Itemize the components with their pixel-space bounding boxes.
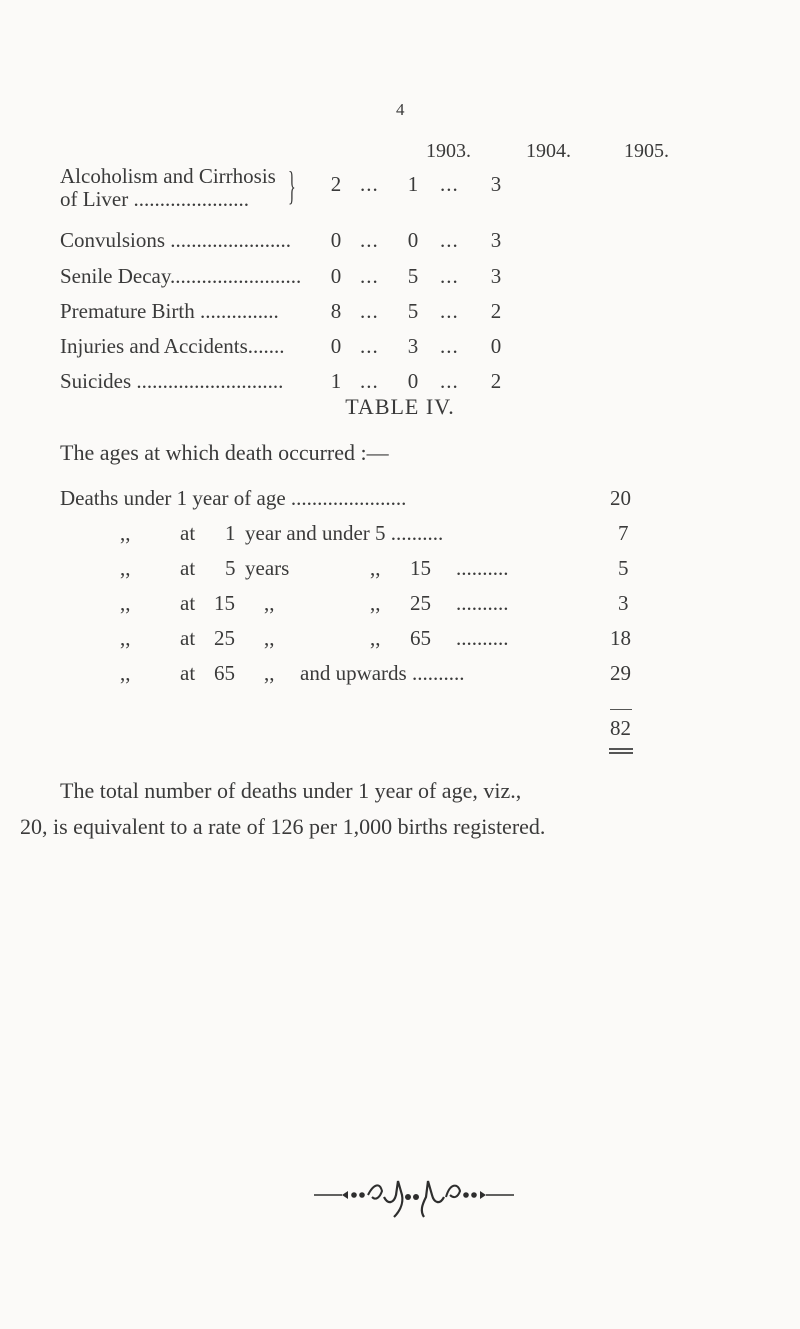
value-1903: 0 bbox=[330, 228, 342, 252]
separator-dots: ... bbox=[360, 334, 379, 358]
age-range-text: year and under 5 .......... bbox=[245, 521, 444, 545]
page-number: 4 bbox=[396, 100, 405, 119]
value-1904: 0 bbox=[407, 369, 419, 393]
age-to: 15 bbox=[410, 556, 431, 580]
age-from: 65 bbox=[214, 661, 235, 685]
ditto-mark: ,, bbox=[120, 661, 131, 685]
ditto-mark: ,, bbox=[120, 591, 131, 615]
separator-dots: ... bbox=[440, 369, 459, 393]
value-1903: 1 bbox=[330, 369, 342, 393]
ornament-divider bbox=[314, 1175, 514, 1219]
ditto-mark: ,, bbox=[120, 521, 131, 545]
age-row-value: 29 bbox=[610, 661, 631, 685]
leader-dots: .......... bbox=[456, 626, 509, 650]
value-1904: 5 bbox=[407, 264, 419, 288]
separator-dots: ... bbox=[360, 228, 379, 252]
age-at: at bbox=[180, 661, 196, 685]
leader-dots: .......... bbox=[456, 591, 509, 615]
ditto-mark: ,, bbox=[120, 626, 131, 650]
age-row-value: 3 bbox=[618, 591, 629, 615]
ditto-mark: ,, bbox=[370, 591, 381, 615]
value-1905: 3 bbox=[490, 228, 502, 252]
separator-dots: ... bbox=[440, 228, 459, 252]
ditto-mark: ,, bbox=[370, 626, 381, 650]
age-at: at bbox=[180, 591, 196, 615]
separator-dots: ... bbox=[360, 299, 379, 323]
age-row-value: 20 bbox=[610, 486, 631, 510]
ditto-mark: ,, bbox=[120, 556, 131, 580]
age-from: 15 bbox=[214, 591, 235, 615]
value-1905: 2 bbox=[490, 369, 502, 393]
cause-label-senile-decay: Senile Decay......................... bbox=[60, 264, 302, 288]
separator-dots: ... bbox=[440, 299, 459, 323]
leader-dots: .......... bbox=[456, 556, 509, 580]
age-row-value: 5 bbox=[618, 556, 629, 580]
separator-dots: ... bbox=[440, 334, 459, 358]
table-title: TABLE IV. bbox=[345, 394, 455, 419]
value-1903: 2 bbox=[330, 172, 342, 196]
paragraph-line1: The total number of deaths under 1 year of age, viz., bbox=[60, 778, 522, 803]
cause-label-injuries: Injuries and Accidents....... bbox=[60, 334, 285, 358]
value-1904: 0 bbox=[407, 228, 419, 252]
ditto-mark: ,, bbox=[370, 556, 381, 580]
total-rule bbox=[610, 709, 632, 710]
value-1903: 0 bbox=[330, 264, 342, 288]
age-row-value: 7 bbox=[618, 521, 629, 545]
value-1903: 0 bbox=[330, 334, 342, 358]
age-range-text: and upwards .......... bbox=[300, 661, 465, 685]
age-row-value: 18 bbox=[610, 626, 631, 650]
age-from: 5 bbox=[225, 556, 236, 580]
double-rule-top bbox=[609, 748, 633, 750]
cause-label-alcoholism: Alcoholism and Cirrhosis bbox=[60, 164, 276, 188]
separator-dots: ... bbox=[440, 172, 459, 196]
age-at: at bbox=[180, 556, 196, 580]
value-1905: 3 bbox=[490, 264, 502, 288]
table-intro: The ages at which death occurred :— bbox=[60, 440, 389, 465]
age-at: at bbox=[180, 626, 196, 650]
value-1905: 2 bbox=[490, 299, 502, 323]
age-to: 65 bbox=[410, 626, 431, 650]
age-at: at bbox=[180, 521, 196, 545]
cause-label-convulsions: Convulsions ....................... bbox=[60, 228, 292, 252]
value-1904: 5 bbox=[407, 299, 419, 323]
paragraph-line2: 20, is equivalent to a rate of 126 per 1,000 births registered. bbox=[20, 814, 546, 839]
ditto-mark: ,, bbox=[264, 661, 275, 685]
age-to: 25 bbox=[410, 591, 431, 615]
separator-dots: ... bbox=[440, 264, 459, 288]
year-header-1905: 1905. bbox=[624, 140, 669, 162]
total-value: 82 bbox=[610, 716, 631, 740]
cause-label-premature-birth: Premature Birth ............... bbox=[60, 299, 279, 323]
separator-dots: ... bbox=[360, 172, 379, 196]
brace-mark: } bbox=[288, 163, 296, 208]
value-1903: 8 bbox=[330, 299, 342, 323]
cause-label-suicides: Suicides ............................ bbox=[60, 369, 284, 393]
cause-label-alcoholism-line2: of Liver ...................... bbox=[60, 187, 249, 211]
age-from: 1 bbox=[225, 521, 236, 545]
value-1905: 3 bbox=[490, 172, 502, 196]
year-header-1903: 1903. bbox=[426, 140, 471, 162]
age-unit: years bbox=[245, 556, 290, 580]
separator-dots: ... bbox=[360, 264, 379, 288]
value-1904: 1 bbox=[407, 172, 419, 196]
age-from: 25 bbox=[214, 626, 235, 650]
age-row-label: Deaths under 1 year of age ...................... bbox=[60, 486, 407, 510]
year-header-1904: 1904. bbox=[526, 140, 571, 162]
double-rule-bottom bbox=[609, 752, 633, 754]
value-1904: 3 bbox=[407, 334, 419, 358]
separator-dots: ... bbox=[360, 369, 379, 393]
ditto-mark: ,, bbox=[264, 591, 275, 615]
ditto-mark: ,, bbox=[264, 626, 275, 650]
value-1905: 0 bbox=[490, 334, 502, 358]
